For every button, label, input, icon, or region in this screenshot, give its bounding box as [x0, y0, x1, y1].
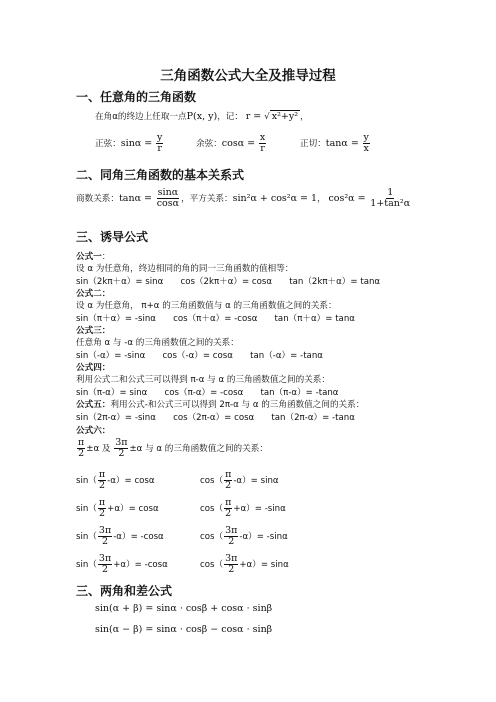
- row2-a-post: +α）= cosα: [107, 503, 159, 514]
- quot-label: 商数关系：: [76, 193, 119, 204]
- formula-3-eq: sin（-α）= -sinα cos（-α）= cosα tan（-α）= -tanα: [76, 351, 323, 361]
- sin-label: 正弦：: [95, 138, 121, 149]
- induction-row-3b: [200, 526, 288, 547]
- row2-b-num: π: [225, 497, 232, 508]
- intro-mid: ，记：: [217, 112, 243, 122]
- row3-a-post: -α）= -cosα: [113, 531, 164, 542]
- tan-den: x: [363, 142, 369, 154]
- row3-b-post: -α）= -sinα: [239, 531, 288, 542]
- formula-2-title: 公式二：: [76, 289, 111, 299]
- row3-b-num: 3π: [225, 525, 238, 536]
- formula-3-desc: 任意角 α 与 -α 的三角函数值之间的关系：: [76, 338, 239, 348]
- f1-title: 公式一: [76, 252, 102, 262]
- row4-a-post: +α）= -cosα: [113, 559, 168, 570]
- section-3-heading: 三、诱导公式: [76, 230, 149, 244]
- row3-a-pre: sin（: [76, 531, 97, 542]
- section-1-intro: 在角α的终边上任取一点P(x, y)，记： r = √ x²+y² ，: [95, 111, 309, 122]
- formula-1-title: [76, 250, 110, 262]
- induction-row-4: [76, 554, 168, 575]
- f6-pi: π: [78, 437, 85, 448]
- formula-6-desc: [76, 438, 268, 459]
- row2-b-den: 2: [225, 507, 232, 519]
- cos2-lhs: cos²α =: [328, 192, 366, 204]
- page-title: 三角函数公式大全及推导过程: [160, 68, 336, 84]
- row3-a-num: 3π: [98, 525, 112, 536]
- sin-num: y: [156, 132, 163, 143]
- section-2-heading: 二、同角三角函数的基本关系式: [76, 168, 245, 182]
- f1-colon: ：: [101, 252, 111, 262]
- row2-b-post: +α）= -sinα: [233, 503, 286, 514]
- row4-b-post: +α）= sinα: [239, 559, 289, 570]
- section-4-heading: 三、两角和差公式: [76, 584, 173, 598]
- induction-row-4b: [200, 554, 289, 575]
- induction-row-1: [76, 470, 155, 491]
- cos2-den: 1+tan²α: [370, 197, 411, 209]
- diff-formula: sin(α − β) = sinα · cosβ − cosα · sinβ: [95, 624, 273, 635]
- r-sqrt: x²+y²: [271, 111, 299, 122]
- row3-a-den: 2: [102, 535, 109, 547]
- sin-lhs: sinα =: [120, 137, 153, 149]
- tan-lhs: tanα =: [325, 137, 359, 149]
- f5-desc: 利用公式-和公式三可以得到 2π-α 与 α 的三角函数值之间的关系：: [110, 400, 365, 410]
- row4-b-den: 2: [228, 563, 235, 575]
- row1-b-pre: cos（: [200, 475, 224, 486]
- cos-den: r: [260, 142, 265, 154]
- point-label: P(x, y): [186, 111, 218, 122]
- f5-title: 公式五：: [76, 400, 111, 410]
- cos-num: x: [259, 132, 266, 143]
- cos-lhs: cosα =: [221, 137, 256, 149]
- tan-label: 正切：: [300, 138, 326, 149]
- induction-row-2b: [200, 498, 286, 519]
- row1-a-num: π: [98, 469, 106, 480]
- row1-b-post: -α）= sinα: [233, 475, 279, 486]
- row1-a-pre: sin（: [76, 475, 97, 486]
- row2-a-pre: sin（: [76, 503, 97, 514]
- formula-4-eq: sin（π-α）= sinα cos（π-α）= -cosα tan（π-α）= -tanα: [76, 388, 339, 398]
- row4-b-num: 3π: [225, 553, 238, 564]
- induction-row-2: [76, 498, 159, 519]
- row2-a-num: π: [98, 497, 106, 508]
- cos2-num: 1: [387, 187, 394, 198]
- row3-b-den: 2: [228, 535, 235, 547]
- section-1-heading: 一、任意角的三角函数: [76, 90, 197, 104]
- tan-num: y: [363, 132, 369, 143]
- intro-comma: ，: [300, 112, 309, 122]
- row1-b-den: 2: [225, 479, 232, 491]
- basic-relations: [76, 188, 412, 209]
- r-formula: r =: [245, 111, 265, 122]
- f6-desc-a: ±α 及: [86, 443, 111, 454]
- row4-a-num: 3π: [98, 553, 112, 564]
- row2-a-den: 2: [99, 507, 106, 519]
- formula-1-desc: 设 α 为任意角，终边相同的角的同一三角函数的值相等：: [76, 264, 294, 274]
- row2-b-pre: cos（: [200, 503, 224, 514]
- row1-a-post: -α）= cosα: [107, 475, 155, 486]
- row1-b-num: π: [225, 469, 232, 480]
- row1-a-den: 2: [99, 479, 106, 491]
- formula-1-eq: sin（2kπ＋α）= sinα cos（2kπ＋α）= cosα tan（2kπ＋α）= tanα: [76, 277, 381, 287]
- formula-5-eq: sin（2π-α）= -sinα cos（2π-α）= cosα tan（2π-α）= -tanα: [76, 413, 355, 423]
- formula-5-line: [76, 398, 364, 410]
- sin-definition: [95, 133, 164, 154]
- formula-4-title: 公式四：: [76, 363, 111, 373]
- quot-num: sinα: [157, 187, 179, 198]
- cos-label: 余弦：: [196, 138, 222, 149]
- formula-6-title: 公式六：: [76, 426, 111, 436]
- formula-2-desc: 设 α 为任意角， π+α 的三角函数值与 α 的三角函数值之间的关系：: [76, 301, 337, 311]
- f6-two: 2: [78, 447, 85, 459]
- formula-3-title: 公式三：: [76, 326, 111, 336]
- induction-row-1b: [200, 470, 279, 491]
- sq-label: ，平方关系：: [181, 193, 233, 204]
- cos-definition: [196, 133, 267, 154]
- sum-formula: sin(α + β) = sinα · cosβ + cosα · sinβ: [95, 603, 273, 614]
- row3-b-pre: cos（: [200, 531, 224, 542]
- quot-den: cosα: [156, 197, 180, 209]
- formula-4-desc: 利用公式二和公式三可以得到 π-α 与 α 的三角函数值之间的关系：: [76, 375, 330, 385]
- tan-definition: [300, 133, 371, 154]
- intro-text: 在角α的终边上任取一点: [95, 112, 187, 122]
- quot-lhs: tanα =: [118, 192, 152, 204]
- induction-row-3: [76, 526, 164, 547]
- row4-a-den: 2: [102, 563, 109, 575]
- sq-formula: sin²α + cos²α = 1: [232, 192, 318, 204]
- sin-den: r: [157, 142, 162, 154]
- row4-a-pre: sin（: [76, 559, 97, 570]
- row4-b-pre: cos（: [200, 559, 224, 570]
- f6-3pi: 3π: [115, 437, 128, 448]
- f6-two-b: 2: [118, 447, 125, 459]
- sq-sep: ，: [317, 193, 326, 204]
- formula-2-eq: sin（π＋α）= -sinα cos（π＋α）= -cosα tan（π＋α）= tanα: [76, 314, 355, 324]
- f6-desc-b: ±α 与 α 的三角函数值之间的关系：: [129, 443, 268, 454]
